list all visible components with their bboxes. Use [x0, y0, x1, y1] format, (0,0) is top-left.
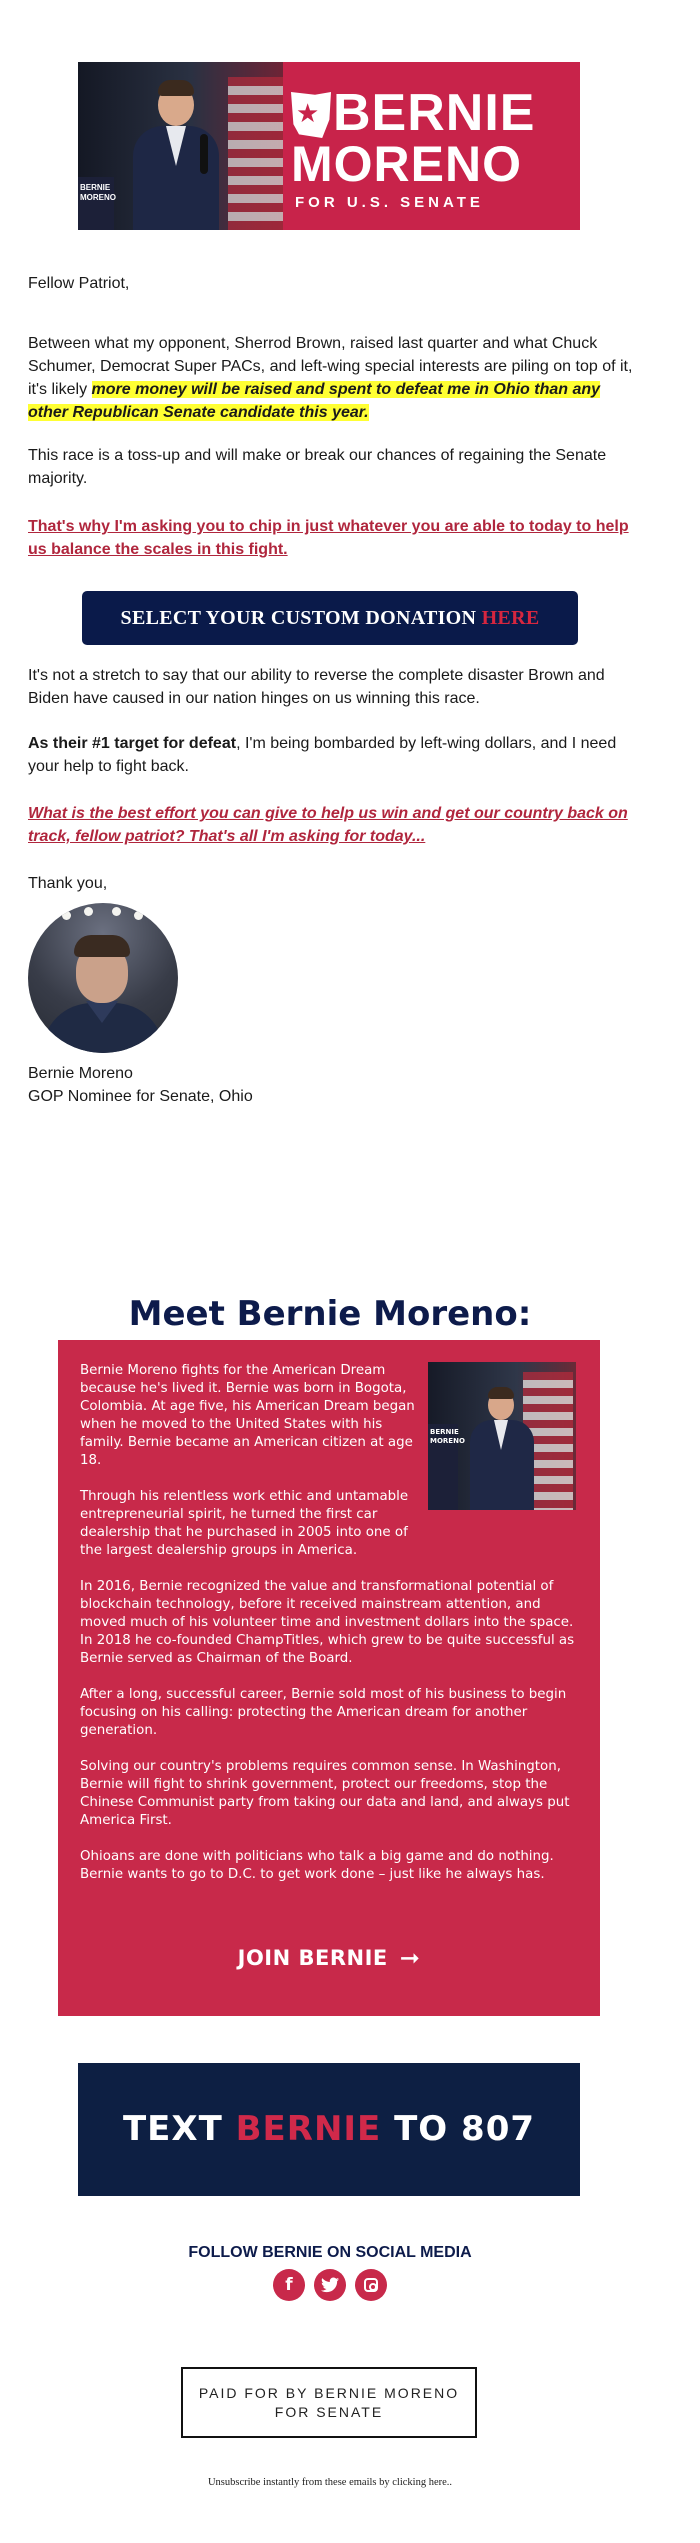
social-heading: FOLLOW BERNIE ON SOCIAL MEDIA — [188, 2244, 472, 2261]
instagram-icon[interactable] — [355, 2269, 387, 2301]
facebook-icon[interactable]: f — [273, 2269, 305, 2301]
social-links — [273, 2269, 387, 2301]
paragraph-4 — [28, 732, 640, 778]
donate-link-1[interactable] — [28, 515, 640, 561]
paragraph-3: It's not a stretch to say that our ability to reverse the complete disaster Brown and Biden have caused in our nation hinges on us winning this race. — [28, 667, 605, 707]
arrow-right-icon: ➞ — [399, 1944, 421, 1972]
about-paragraph-6: Ohioans are done with politicians who talk a big game and do nothing. Bernie wants to go to D.C. to get work done – just like he always has. — [80, 1849, 554, 1882]
logo-first-name: BERNIE — [333, 84, 536, 142]
about-paragraph-1: Bernie Moreno fights for the American Dream because he's lived it. Bernie was born in Bogota, Colombia. At age five, his American Dream began when he moved to the United States with his family. Bernie became an American citizen at age 18. — [80, 1363, 415, 1468]
about-paragraph-2: Through his relentless work ethic and untamable entrepreneurial spirit, he turned the first car dealership that he purchased in 2005 into one of the largest dealership groups in America. — [80, 1489, 409, 1558]
signer-avatar — [28, 903, 178, 1053]
highlighted-text: more money will be raised and spent to defeat me in Ohio than any other Republican Senate candidate this year. — [28, 381, 601, 421]
text-banner-keyword: BERNIE — [235, 2109, 382, 2149]
flag-graphic — [228, 77, 283, 230]
paragraph-1-text: Between what my opponent, Sherrod Brown, raised last quarter and what Chuck Schumer, Democrat Super PACs, and left-wing special interests are piling on top of it, it's likely — [28, 335, 633, 398]
donate-button-label: SELECT YOUR CUSTOM DONATION — [120, 607, 482, 629]
closing: Thank you, — [28, 875, 108, 892]
paragraph-4-rest: , I'm being bombarded by left-wing dollars, and I need your help to fight back. — [28, 735, 617, 775]
paid-for-disclaimer: PAID FOR BY BERNIE MORENO FOR SENATE — [181, 2367, 477, 2438]
logo-subtitle: FOR U.S. SENATE — [295, 194, 484, 211]
about-photo-sign: BERNIE MORENO — [430, 1428, 465, 1445]
campaign-logo — [283, 62, 580, 230]
twitter-bird-icon — [321, 2277, 339, 2293]
microphone-graphic — [200, 134, 208, 174]
header-banner[interactable] — [78, 62, 580, 230]
signer-name: Bernie Moreno — [28, 1065, 133, 1082]
signer-title: GOP Nominee for Senate, Ohio — [28, 1088, 253, 1105]
candidate-photo — [78, 62, 283, 230]
salutation: Fellow Patriot, — [28, 275, 130, 292]
about-section — [58, 1340, 600, 2016]
text-banner-post: TO 807 — [381, 2109, 536, 2149]
paragraph-1 — [28, 332, 640, 424]
join-bernie-button[interactable] — [58, 1944, 600, 1972]
unsubscribe-link[interactable]: Unsubscribe instantly from these emails by clicking here.. — [207, 2477, 453, 2488]
star-icon: ★ — [296, 98, 320, 128]
paragraph-4-bold: As their #1 target for defeat — [28, 735, 237, 752]
text-banner-pre: TEXT — [122, 2109, 236, 2149]
paragraph-2: This race is a toss-up and will make or break our chances of regaining the Senate majority. — [28, 447, 607, 487]
about-paragraph-4: After a long, successful career, Bernie sold most of his business to begin focusing on his calling: protecting the American dream for another generation. — [80, 1687, 567, 1738]
donate-link-text[interactable]: That's why I'm asking you to chip in just whatever you are able to today to help us balance the scales in this fight. — [28, 518, 629, 558]
about-paragraph-5: Solving our country's problems requires common sense. In Washington, Bernie will fight to shrink government, protect our freedoms, stop the Chinese Communist party from taking our data and land, and always put America First. — [80, 1759, 570, 1828]
photo-sign-text: BERNIE MORENO — [80, 183, 116, 202]
logo-last-name: MORENO — [291, 136, 522, 192]
about-heading: Meet Bernie Moreno: — [128, 1294, 532, 1334]
twitter-icon[interactable] — [314, 2269, 346, 2301]
donate-button-here: HERE — [481, 607, 540, 629]
text-to-join-banner[interactable] — [78, 2063, 580, 2196]
about-paragraph-3: In 2016, Bernie recognized the value and transformational potential of blockchain technology, before it received mainstream attention, and moved much of his volunteer time and investment dollars into the space. In 2018 he co-founded ChampTitles, which grew to be quite successful as Bernie served as Chairman of the Board. — [80, 1579, 575, 1666]
select-donation-button[interactable] — [82, 591, 578, 645]
join-button-label: JOIN BERNIE — [237, 1946, 388, 1970]
donate-link-2[interactable] — [28, 802, 640, 848]
donate-link-2-text[interactable]: What is the best effort you can give to help us win and get our country back on track, fellow patriot? That's all I'm asking for today... — [28, 805, 628, 845]
about-photo — [428, 1362, 576, 1510]
